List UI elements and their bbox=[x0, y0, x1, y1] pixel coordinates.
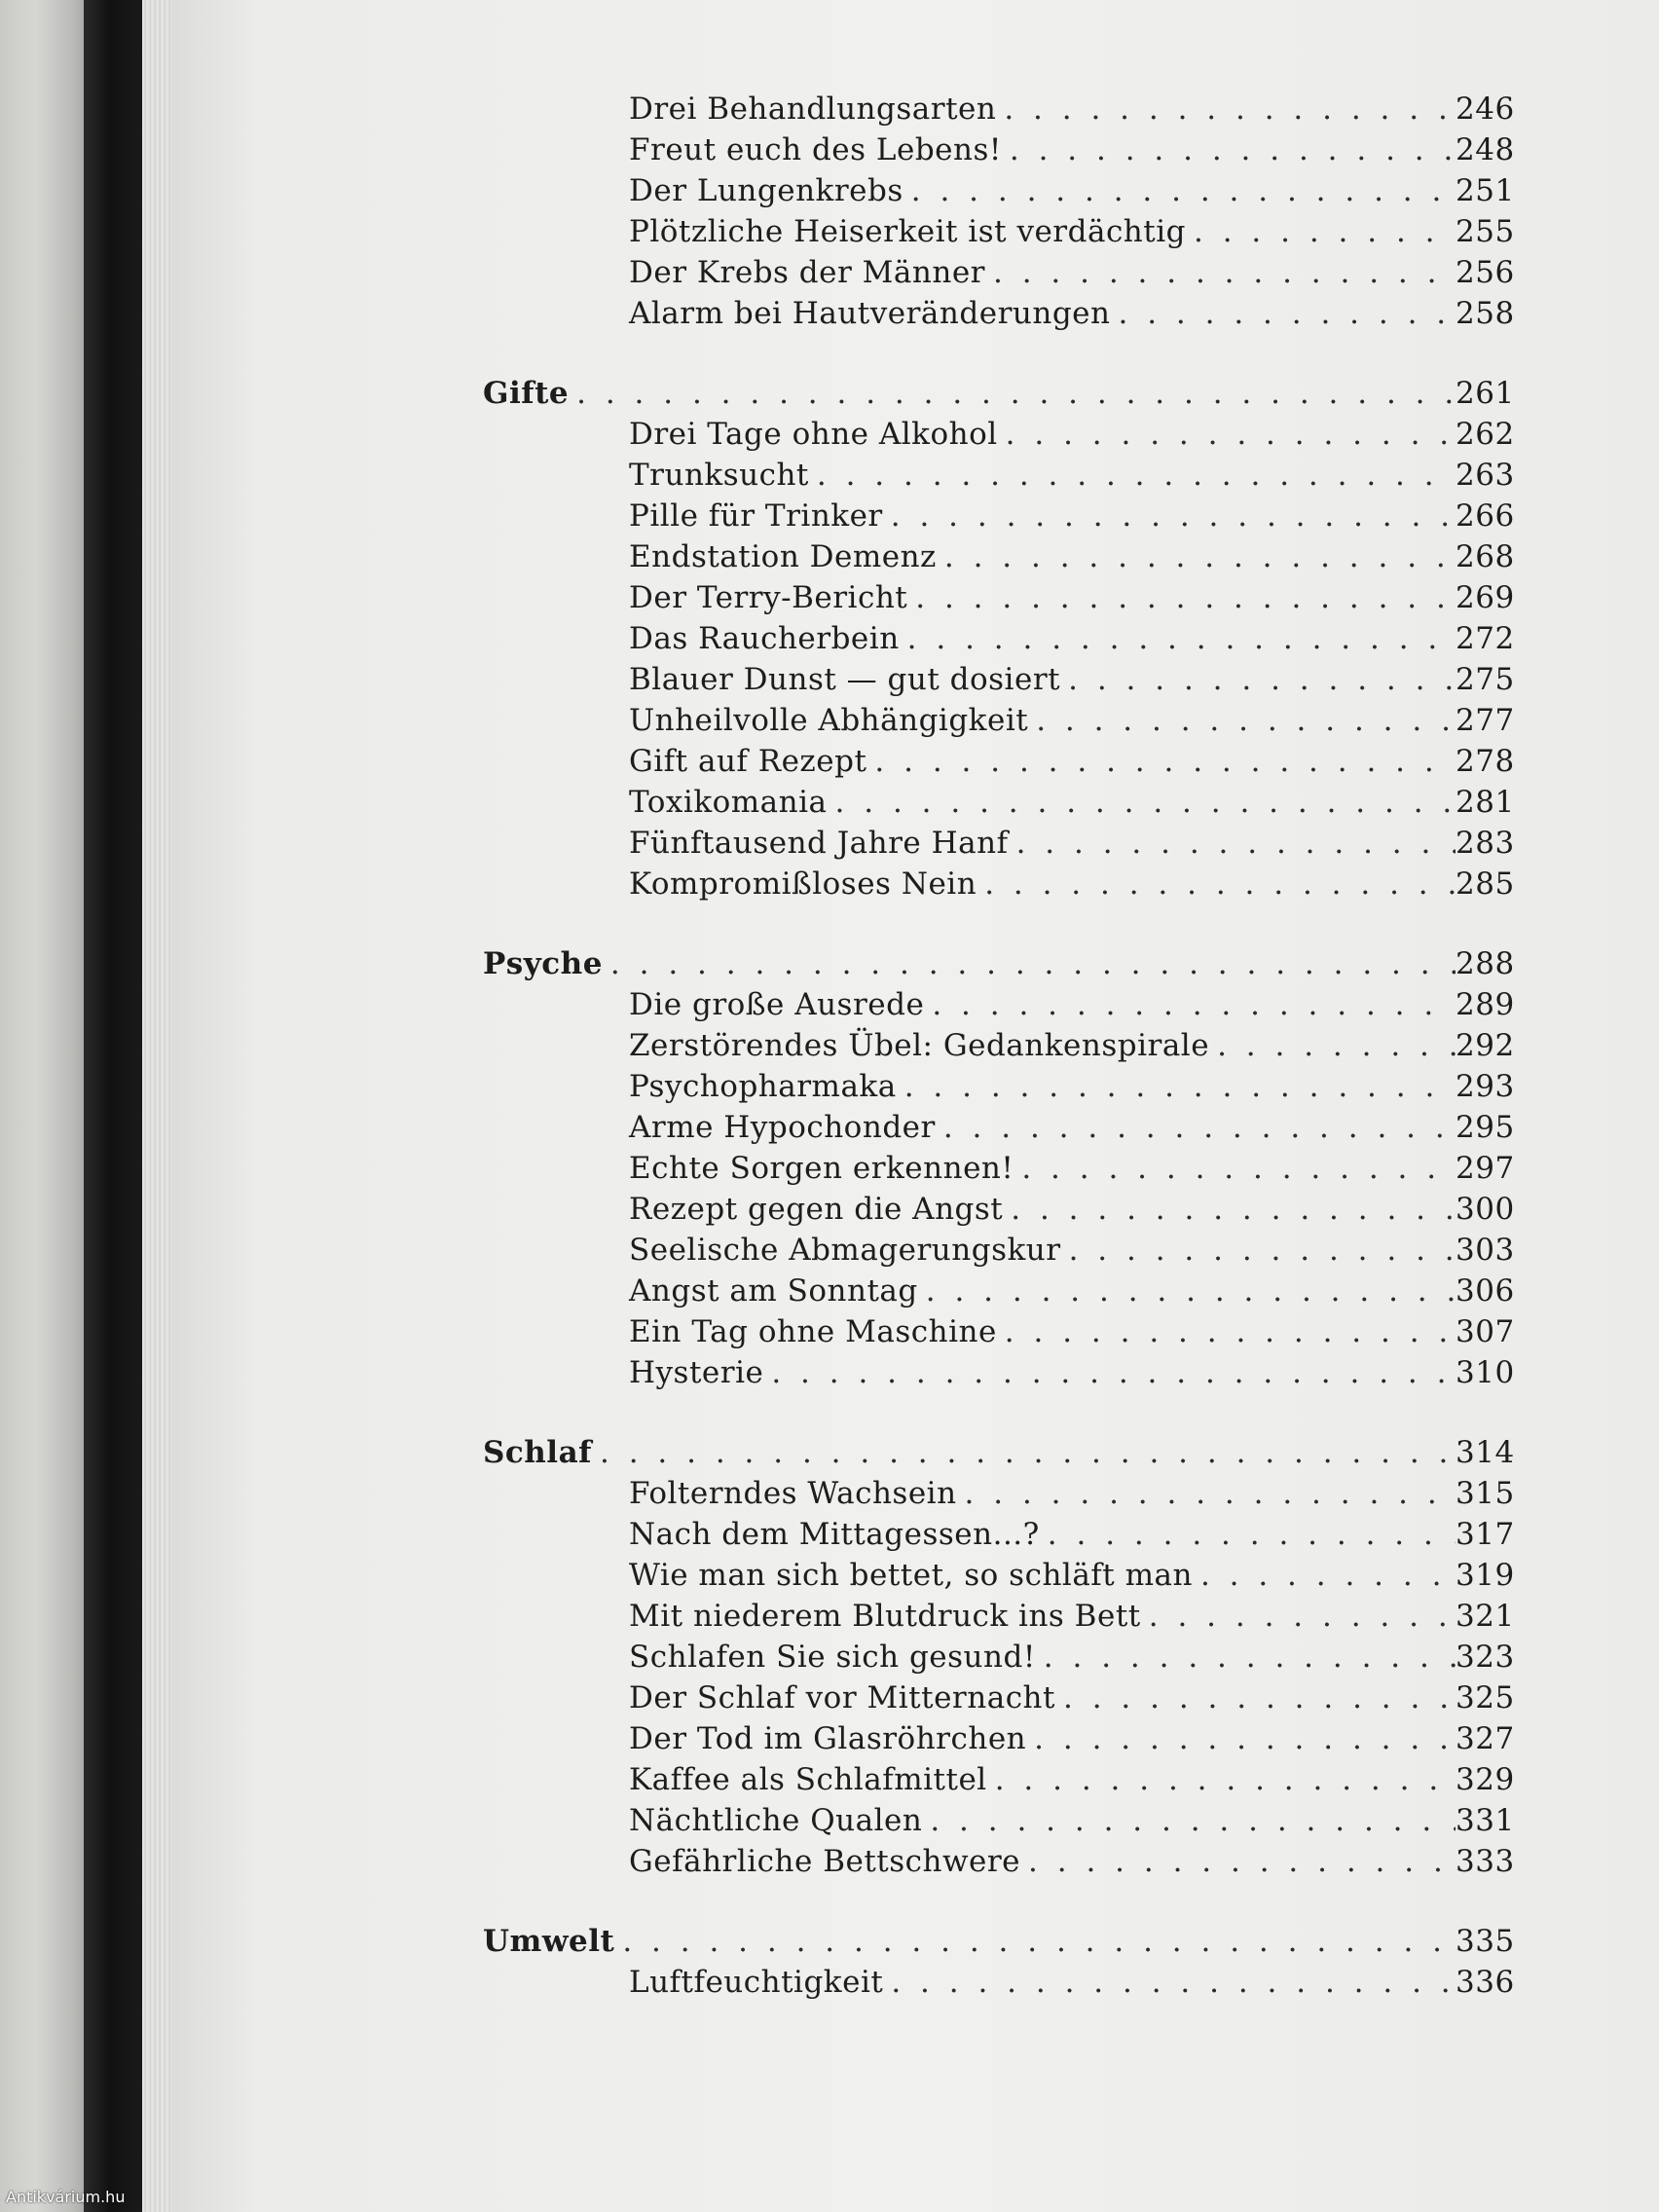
toc-page-number: 283 bbox=[1456, 826, 1515, 861]
dot-leader bbox=[1006, 417, 1456, 452]
toc-entry bbox=[483, 458, 1515, 498]
toc-entry-title: Plötzliche Heiserkeit ist verdächtig bbox=[629, 214, 1186, 249]
book-cover-edge bbox=[0, 0, 88, 2212]
toc-page-number: 306 bbox=[1456, 1273, 1515, 1309]
toc-page-number: 256 bbox=[1456, 255, 1515, 290]
toc-page-number: 310 bbox=[1456, 1355, 1515, 1390]
toc-page-number: 323 bbox=[1456, 1640, 1515, 1675]
toc-entry bbox=[483, 1355, 1515, 1396]
toc-entry bbox=[483, 173, 1515, 214]
toc-page-number: 255 bbox=[1456, 214, 1515, 249]
dot-leader bbox=[1200, 1558, 1456, 1593]
toc-page-number: 300 bbox=[1456, 1192, 1515, 1227]
toc-entry bbox=[483, 1640, 1515, 1680]
toc-entry-title: Mit niederem Blutdruck ins Bett bbox=[629, 1599, 1141, 1634]
dot-leader bbox=[1068, 662, 1456, 697]
toc-entry-title: Schlafen Sie sich gesund! bbox=[629, 1640, 1036, 1675]
toc-entry-title: Blauer Dunst — gut dosiert bbox=[629, 662, 1061, 697]
toc-entry bbox=[483, 1762, 1515, 1803]
toc-entry bbox=[483, 580, 1515, 621]
toc-entry-title: Freut euch des Lebens! bbox=[629, 132, 1002, 167]
toc-page-number: 307 bbox=[1456, 1314, 1515, 1349]
dot-leader bbox=[622, 1924, 1456, 1959]
toc-entry-title: Der Terry-Bericht bbox=[629, 580, 908, 615]
toc-entry-title: Toxikomania bbox=[629, 785, 828, 820]
toc-page-number: 251 bbox=[1456, 173, 1515, 208]
toc-page-number: 246 bbox=[1456, 92, 1515, 127]
toc-section-heading bbox=[483, 946, 1515, 987]
toc-entry bbox=[483, 1151, 1515, 1192]
toc-entry-title: Trunksucht bbox=[629, 458, 809, 493]
toc-entry-title: Arme Hypochonder bbox=[629, 1110, 936, 1145]
toc-entry bbox=[483, 662, 1515, 703]
toc-page-number: 292 bbox=[1456, 1028, 1515, 1063]
dot-leader bbox=[1034, 1721, 1456, 1756]
dot-leader bbox=[1217, 1028, 1456, 1063]
toc-entry bbox=[483, 132, 1515, 173]
dot-leader bbox=[891, 498, 1456, 534]
dot-leader bbox=[1028, 1844, 1456, 1879]
toc-entry-title: Psyche bbox=[483, 946, 603, 981]
toc-entry bbox=[483, 1965, 1515, 2006]
toc-page-number: 314 bbox=[1456, 1435, 1515, 1470]
dot-leader bbox=[1044, 1640, 1456, 1675]
toc-entry-title: Gefährliche Bettschwere bbox=[629, 1844, 1021, 1879]
toc-entry-title: Nach dem Mittagessen...? bbox=[629, 1517, 1040, 1552]
toc-entry-title: Der Tod im Glasröhrchen bbox=[629, 1721, 1027, 1756]
toc-page-number: 269 bbox=[1456, 580, 1515, 615]
toc-entry bbox=[483, 1314, 1515, 1355]
toc-section-heading bbox=[483, 1435, 1515, 1476]
dot-leader bbox=[1010, 132, 1456, 167]
toc-entry-title: Folterndes Wachsein bbox=[629, 1476, 957, 1511]
dot-leader bbox=[1004, 92, 1456, 127]
toc-entry bbox=[483, 498, 1515, 539]
toc-entry-title: Der Lungenkrebs bbox=[629, 173, 903, 208]
toc-entry-title: Drei Tage ohne Alkohol bbox=[629, 417, 998, 452]
toc-entry-title: Rezept gegen die Angst bbox=[629, 1192, 1004, 1227]
dot-leader bbox=[993, 255, 1456, 290]
toc-entry bbox=[483, 1558, 1515, 1599]
toc-entry-title: Unheilvolle Abhängigkeit bbox=[629, 703, 1029, 738]
table-of-contents bbox=[483, 92, 1515, 2006]
book-spine bbox=[84, 0, 142, 2212]
toc-entry-title: Angst am Sonntag bbox=[629, 1273, 918, 1309]
toc-entry bbox=[483, 1721, 1515, 1762]
toc-page-number: 293 bbox=[1456, 1069, 1515, 1104]
dot-leader bbox=[891, 1965, 1456, 2000]
dot-leader bbox=[984, 866, 1456, 902]
toc-entry bbox=[483, 296, 1515, 337]
toc-page-number: 295 bbox=[1456, 1110, 1515, 1145]
dot-leader bbox=[874, 744, 1456, 779]
toc-entry-title: Alarm bei Hautveränderungen bbox=[629, 296, 1111, 331]
toc-entry bbox=[483, 1069, 1515, 1110]
toc-entry bbox=[483, 1803, 1515, 1844]
toc-entry-title: Kaffee als Schlafmittel bbox=[629, 1762, 987, 1797]
toc-entry-title: Wie man sich bettet, so schläft man bbox=[629, 1558, 1193, 1593]
toc-entry-title: Ein Tag ohne Maschine bbox=[629, 1314, 997, 1349]
toc-page-number: 268 bbox=[1456, 539, 1515, 574]
dot-leader bbox=[576, 376, 1456, 411]
toc-entry bbox=[483, 621, 1515, 662]
toc-entry bbox=[483, 866, 1515, 907]
toc-entry bbox=[483, 1028, 1515, 1069]
toc-entry bbox=[483, 703, 1515, 744]
toc-page-number: 278 bbox=[1456, 744, 1515, 779]
dot-leader bbox=[1036, 703, 1456, 738]
toc-entry bbox=[483, 1599, 1515, 1640]
dot-leader bbox=[1063, 1680, 1456, 1715]
toc-section-heading bbox=[483, 1924, 1515, 1965]
dot-leader bbox=[771, 1355, 1456, 1390]
toc-page-number: 258 bbox=[1456, 296, 1515, 331]
toc-entry-title: Psychopharmaka bbox=[629, 1069, 897, 1104]
toc-entry bbox=[483, 1110, 1515, 1151]
dot-leader bbox=[995, 1762, 1456, 1797]
toc-entry bbox=[483, 92, 1515, 132]
toc-entry bbox=[483, 214, 1515, 255]
toc-entry bbox=[483, 1680, 1515, 1721]
toc-entry bbox=[483, 987, 1515, 1028]
dot-leader bbox=[817, 458, 1456, 493]
dot-leader bbox=[943, 1110, 1456, 1145]
toc-section-heading bbox=[483, 376, 1515, 417]
toc-entry-title: Das Raucherbein bbox=[629, 621, 900, 656]
dot-leader bbox=[1149, 1599, 1456, 1634]
toc-entry-title: Hysterie bbox=[629, 1355, 764, 1390]
toc-page-number: 321 bbox=[1456, 1599, 1515, 1634]
toc-page-number: 288 bbox=[1456, 946, 1515, 981]
dot-leader bbox=[907, 621, 1456, 656]
toc-entry-title: Gift auf Rezept bbox=[629, 744, 867, 779]
toc-page-number: 325 bbox=[1456, 1680, 1515, 1715]
toc-entry bbox=[483, 1517, 1515, 1558]
toc-page-number: 331 bbox=[1456, 1803, 1515, 1838]
toc-entry-title: Gifte bbox=[483, 376, 570, 411]
toc-page-number: 277 bbox=[1456, 703, 1515, 738]
dot-leader bbox=[610, 946, 1456, 981]
dot-leader bbox=[915, 580, 1456, 615]
toc-page-number: 261 bbox=[1456, 376, 1515, 411]
toc-page-number: 281 bbox=[1456, 785, 1515, 820]
watermark: Antikvárium.hu bbox=[6, 2188, 126, 2206]
toc-page-number: 333 bbox=[1456, 1844, 1515, 1879]
toc-page-number: 336 bbox=[1456, 1965, 1515, 2000]
dot-leader bbox=[965, 1476, 1456, 1511]
toc-page-number: 297 bbox=[1456, 1151, 1515, 1186]
toc-page-number: 303 bbox=[1456, 1233, 1515, 1268]
toc-page-number: 266 bbox=[1456, 498, 1515, 534]
dot-leader bbox=[1021, 1151, 1456, 1186]
dot-leader bbox=[904, 1069, 1456, 1104]
toc-entry bbox=[483, 1233, 1515, 1273]
toc-entry bbox=[483, 1273, 1515, 1314]
toc-entry-title: Zerstörendes Übel: Gedankenspirale bbox=[629, 1028, 1210, 1063]
toc-entry-title: Der Krebs der Männer bbox=[629, 255, 985, 290]
toc-entry-title: Umwelt bbox=[483, 1924, 615, 1959]
toc-entry-title: Die große Ausrede bbox=[629, 987, 925, 1022]
toc-entry bbox=[483, 785, 1515, 826]
toc-entry-title: Fünftausend Jahre Hanf bbox=[629, 826, 1009, 861]
toc-entry bbox=[483, 417, 1515, 458]
toc-entry-title: Nächtliche Qualen bbox=[629, 1803, 923, 1838]
toc-entry bbox=[483, 1192, 1515, 1233]
toc-entry-title: Luftfeuchtigkeit bbox=[629, 1965, 884, 2000]
dot-leader bbox=[1069, 1233, 1456, 1268]
toc-page-number: 275 bbox=[1456, 662, 1515, 697]
toc-entry bbox=[483, 826, 1515, 866]
toc-entry bbox=[483, 1844, 1515, 1885]
toc-page-number: 248 bbox=[1456, 132, 1515, 167]
dot-leader bbox=[930, 1803, 1456, 1838]
dot-leader bbox=[1194, 214, 1456, 249]
toc-entry bbox=[483, 255, 1515, 296]
toc-entry bbox=[483, 744, 1515, 785]
dot-leader bbox=[932, 987, 1456, 1022]
toc-entry bbox=[483, 1476, 1515, 1517]
dot-leader bbox=[1048, 1517, 1456, 1552]
dot-leader bbox=[1005, 1314, 1456, 1349]
page-edges bbox=[142, 0, 171, 2212]
toc-entry-title: Echte Sorgen erkennen! bbox=[629, 1151, 1014, 1186]
toc-page-number: 263 bbox=[1456, 458, 1515, 493]
toc-page-number: 272 bbox=[1456, 621, 1515, 656]
toc-entry-title: Seelische Abmagerungskur bbox=[629, 1233, 1061, 1268]
toc-page-number: 329 bbox=[1456, 1762, 1515, 1797]
toc-entry-title: Drei Behandlungsarten bbox=[629, 92, 997, 127]
toc-page-number: 285 bbox=[1456, 866, 1515, 902]
toc-page-number: 335 bbox=[1456, 1924, 1515, 1959]
dot-leader bbox=[1016, 826, 1456, 861]
toc-entry-title: Kompromißloses Nein bbox=[629, 866, 977, 902]
dot-leader bbox=[600, 1435, 1456, 1470]
toc-entry-title: Pille für Trinker bbox=[629, 498, 883, 534]
toc-page-number: 315 bbox=[1456, 1476, 1515, 1511]
toc-entry bbox=[483, 539, 1515, 580]
toc-page-number: 319 bbox=[1456, 1558, 1515, 1593]
toc-entry-title: Endstation Demenz bbox=[629, 539, 937, 574]
toc-page-number: 327 bbox=[1456, 1721, 1515, 1756]
toc-page-number: 317 bbox=[1456, 1517, 1515, 1552]
toc-entry-title: Schlaf bbox=[483, 1435, 592, 1470]
dot-leader bbox=[835, 785, 1456, 820]
toc-page-number: 289 bbox=[1456, 987, 1515, 1022]
dot-leader bbox=[944, 539, 1456, 574]
dot-leader bbox=[926, 1273, 1456, 1309]
toc-entry-title: Der Schlaf vor Mitternacht bbox=[629, 1680, 1055, 1715]
dot-leader bbox=[1118, 296, 1456, 331]
toc-page-number: 262 bbox=[1456, 417, 1515, 452]
dot-leader bbox=[1011, 1192, 1456, 1227]
dot-leader bbox=[911, 173, 1456, 208]
